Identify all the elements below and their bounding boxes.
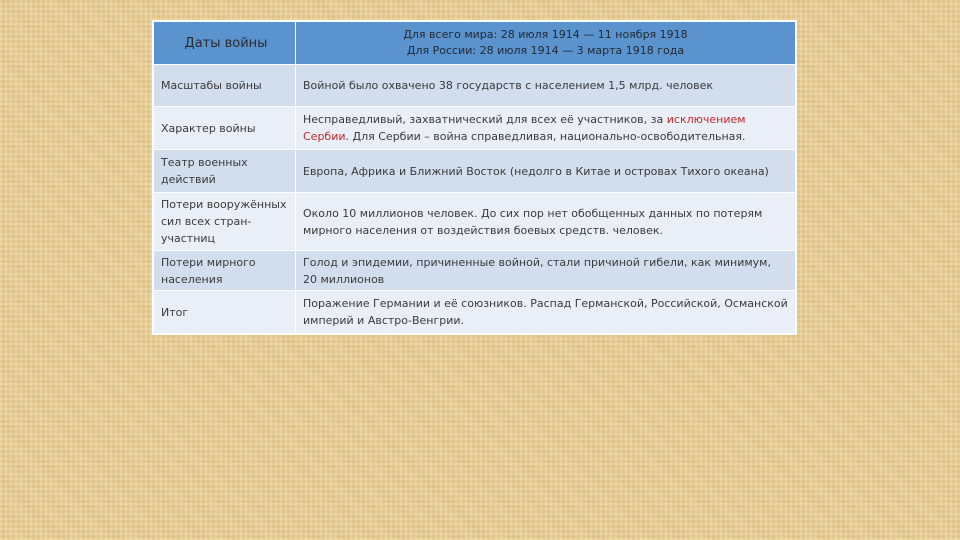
ww1-facts-table <box>153 21 796 334</box>
table-row <box>154 291 796 334</box>
table-row <box>154 150 796 193</box>
row-label-scale: Масштабы войны <box>154 65 296 107</box>
row-value-military-losses: Около 10 миллионов человек. До сих пор нет обобщенных данных по потерям мирного населения от воздействия боевых средств. человек. <box>296 193 796 251</box>
table-row <box>154 193 796 251</box>
table-row <box>154 65 796 107</box>
header-label-war-dates: Даты войны <box>154 22 296 65</box>
row-value-civilian-losses: Голод и эпидемии, причиненные войной, стали причиной гибели, как минимум, 20 миллионов <box>296 251 796 291</box>
row-value-theater: Европа, Африка и Ближний Восток (недолго в Китае и островах Тихого океана) <box>296 150 796 193</box>
character-text-part2: . Для Сербии – война справедливая, национально-освободительная. <box>345 130 746 143</box>
row-label-military-losses: Потери вооружённых сил всех стран-участниц <box>154 193 296 251</box>
row-label-outcome: Итог <box>154 291 296 334</box>
table-row <box>154 251 796 291</box>
header-value-war-dates <box>296 22 796 65</box>
character-text-part1: Несправедливый, захватнический для всех её участников, за <box>303 113 667 126</box>
header-value-line-russia: Для России: 28 июля 1914 — 3 марта 1918 года <box>406 44 685 57</box>
row-value-outcome: Поражение Германии и её союзников. Распад Германской, Российской, Османской империй и Австро-Венгрии. <box>296 291 796 334</box>
header-value-line-world: Для всего мира: 28 июля 1914 — 11 ноября 1918 <box>403 28 688 41</box>
table-row <box>154 107 796 150</box>
table-header-row <box>154 22 796 65</box>
row-label-theater: Театр военных действий <box>154 150 296 193</box>
row-label-civilian-losses: Потери мирного населения <box>154 251 296 291</box>
row-label-character: Характер войны <box>154 107 296 150</box>
row-value-scale: Войной было охвачено 38 государств с населением 1,5 млрд. человек <box>296 65 796 107</box>
row-value-character <box>296 107 796 150</box>
character-text-highlight: исключением Сербии <box>303 113 746 143</box>
